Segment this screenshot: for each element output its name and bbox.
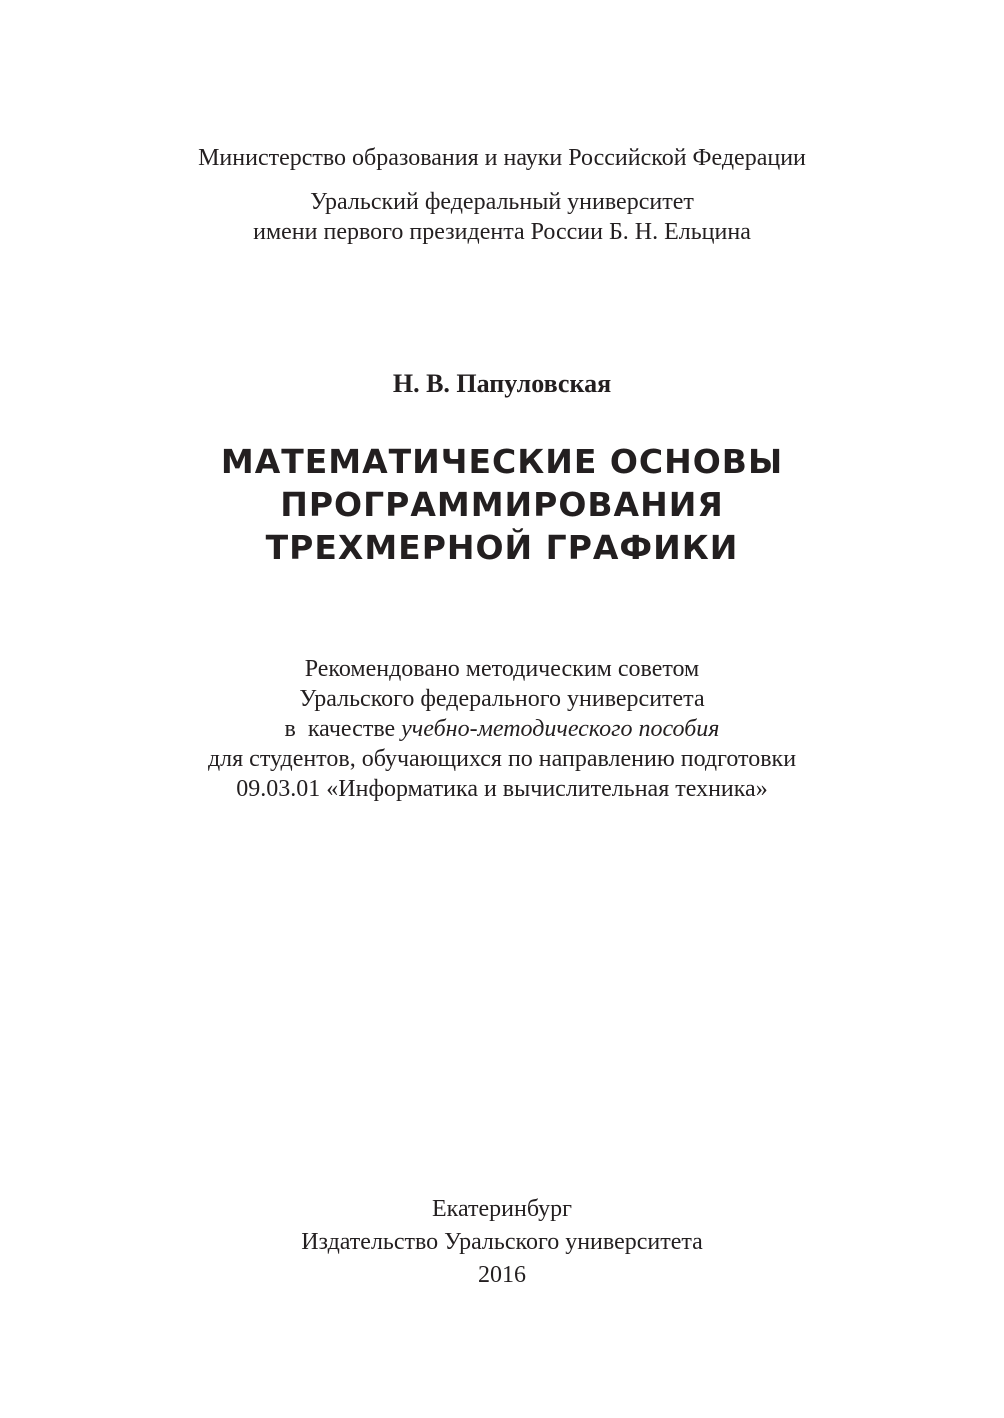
recommendation-line-3-italic: учебно-методического пособия: [401, 716, 720, 742]
title-line-1: МАТЕМАТИЧЕСКИЕ ОСНОВЫ: [220, 442, 784, 481]
title-line-3: ТРЕХМЕРНОЙ ГРАФИКИ: [265, 528, 739, 567]
recommendation-line-5: 09.03.01 «Информатика и вычислительная техника»: [236, 776, 768, 802]
ministry-name: Министерство образования и науки Российской Федерации: [198, 145, 806, 171]
imprint-city: Екатеринбург: [432, 1196, 572, 1222]
recommendation-line-4: для студентов, обучающихся по направлению подготовки: [207, 746, 797, 772]
imprint-publisher: Издательство Уральского университета: [301, 1229, 703, 1255]
university-dedication: имени первого президента России Б. Н. Ельцина: [253, 219, 751, 245]
title-line-2: ПРОГРАММИРОВАНИЯ: [280, 485, 724, 524]
university-name: Уральский федеральный университет: [310, 189, 694, 215]
author-text: Н. В. Папуловская: [392, 369, 612, 398]
imprint-year: 2016: [478, 1262, 526, 1288]
imprint-block: [0, 1193, 1004, 1292]
recommendation-line-3: [0, 714, 1004, 744]
author-name: [0, 367, 1004, 401]
ministry-heading: [0, 143, 1004, 173]
university-heading: [0, 187, 1004, 247]
book-title: [0, 440, 1004, 569]
recommendation-block: [0, 654, 1004, 804]
recommendation-line-3-prefix: в качестве: [284, 716, 402, 742]
recommendation-line-1: Рекомендовано методическим советом: [304, 656, 700, 682]
recommendation-line-2: Уральского федерального университета: [299, 686, 705, 712]
